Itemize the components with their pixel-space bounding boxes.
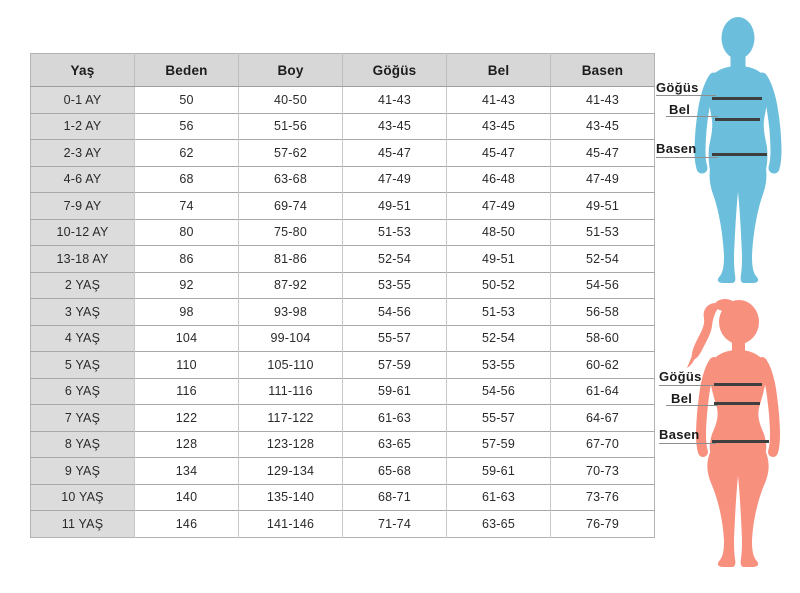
size-table xyxy=(30,53,655,538)
measurement-cell: 43-45 xyxy=(447,113,551,140)
measurement-cell: 60-62 xyxy=(551,352,655,379)
measurement-cell: 53-55 xyxy=(343,272,447,299)
boy-legs xyxy=(710,164,767,283)
table-row xyxy=(31,299,655,326)
measurement-cell: 49-51 xyxy=(551,193,655,220)
measurement-cell: 67-70 xyxy=(551,431,655,458)
boy-head xyxy=(722,17,755,59)
measurement-cell: 80 xyxy=(135,219,239,246)
measurement-cell: 128 xyxy=(135,431,239,458)
measurement-cell: 73-76 xyxy=(551,484,655,511)
girl-chest-label: Göğüs xyxy=(659,369,702,384)
age-cell: 1-2 AY xyxy=(31,113,135,140)
age-cell: 13-18 AY xyxy=(31,246,135,273)
table-row xyxy=(31,405,655,432)
measurement-cell: 47-49 xyxy=(447,193,551,220)
measurement-cell: 54-56 xyxy=(447,378,551,405)
table-row xyxy=(31,246,655,273)
column-header: Bel xyxy=(447,54,551,87)
measurement-cell: 54-56 xyxy=(551,272,655,299)
measurement-cell: 47-49 xyxy=(343,166,447,193)
measurement-cell: 74 xyxy=(135,193,239,220)
measurement-cell: 41-43 xyxy=(343,87,447,114)
measurement-cell: 93-98 xyxy=(239,299,343,326)
measurement-cell: 69-74 xyxy=(239,193,343,220)
measurement-cell: 40-50 xyxy=(239,87,343,114)
measurement-cell: 41-43 xyxy=(551,87,655,114)
measurement-cell: 57-62 xyxy=(239,140,343,167)
age-cell: 0-1 AY xyxy=(31,87,135,114)
boy-hip-leader-line xyxy=(656,157,718,158)
column-header: Boy xyxy=(239,54,343,87)
measurement-cell: 86 xyxy=(135,246,239,273)
measurement-cell: 50 xyxy=(135,87,239,114)
girl-legs xyxy=(707,448,768,567)
measurement-cell: 63-68 xyxy=(239,166,343,193)
table-row xyxy=(31,87,655,114)
table-row xyxy=(31,140,655,167)
girl-hip-measure-bar xyxy=(712,440,769,443)
measurement-cell: 49-51 xyxy=(343,193,447,220)
age-cell: 6 YAŞ xyxy=(31,378,135,405)
measurement-cell: 57-59 xyxy=(343,352,447,379)
measurement-cell: 49-51 xyxy=(447,246,551,273)
measurement-cell: 81-86 xyxy=(239,246,343,273)
girl-hip-label: Basen xyxy=(659,427,700,442)
age-cell: 2-3 AY xyxy=(31,140,135,167)
measurement-cell: 45-47 xyxy=(551,140,655,167)
girl-chest-measure-bar xyxy=(714,383,762,386)
girl-hair-bun xyxy=(715,299,735,311)
boy-chest-leader-line xyxy=(656,95,716,96)
measurement-cell: 56 xyxy=(135,113,239,140)
column-header: Beden xyxy=(135,54,239,87)
age-cell: 5 YAŞ xyxy=(31,352,135,379)
measurement-cell: 135-140 xyxy=(239,484,343,511)
measurement-cell: 51-53 xyxy=(447,299,551,326)
measurement-cell: 98 xyxy=(135,299,239,326)
boy-waist-measure-bar xyxy=(715,118,760,121)
table-row xyxy=(31,193,655,220)
measurement-cell: 61-63 xyxy=(447,484,551,511)
measurement-cell: 52-54 xyxy=(447,325,551,352)
measurement-cell: 55-57 xyxy=(447,405,551,432)
measurement-cell: 54-56 xyxy=(343,299,447,326)
age-cell: 4 YAŞ xyxy=(31,325,135,352)
measurement-cell: 41-43 xyxy=(447,87,551,114)
measurement-cell: 117-122 xyxy=(239,405,343,432)
age-cell: 8 YAŞ xyxy=(31,431,135,458)
measurement-cell: 65-68 xyxy=(343,458,447,485)
measurement-cell: 110 xyxy=(135,352,239,379)
table-row xyxy=(31,272,655,299)
measurement-cell: 51-53 xyxy=(343,219,447,246)
measurement-cell: 123-128 xyxy=(239,431,343,458)
column-header: Basen xyxy=(551,54,655,87)
measurement-cell: 75-80 xyxy=(239,219,343,246)
measurement-cell: 61-64 xyxy=(551,378,655,405)
column-header: Göğüs xyxy=(343,54,447,87)
measurement-cell: 61-63 xyxy=(343,405,447,432)
table-row xyxy=(31,458,655,485)
age-cell: 4-6 AY xyxy=(31,166,135,193)
measurement-cell: 99-104 xyxy=(239,325,343,352)
measurement-cell: 116 xyxy=(135,378,239,405)
measurement-cell: 59-61 xyxy=(343,378,447,405)
girl-waist-measure-bar xyxy=(714,402,760,405)
age-cell: 9 YAŞ xyxy=(31,458,135,485)
measurement-cell: 71-74 xyxy=(343,511,447,538)
measurement-cell: 45-47 xyxy=(343,140,447,167)
age-cell: 7-9 AY xyxy=(31,193,135,220)
measurement-cell: 50-52 xyxy=(447,272,551,299)
measurement-cell: 48-50 xyxy=(447,219,551,246)
measurement-cell: 58-60 xyxy=(551,325,655,352)
table-row xyxy=(31,113,655,140)
age-cell: 11 YAŞ xyxy=(31,511,135,538)
boy-waist-label: Bel xyxy=(669,102,691,117)
measurement-cell: 104 xyxy=(135,325,239,352)
measurement-cell: 52-54 xyxy=(343,246,447,273)
girl-waist-label: Bel xyxy=(671,391,693,406)
measurement-cell: 62 xyxy=(135,140,239,167)
table-row xyxy=(31,511,655,538)
measurement-cell: 46-48 xyxy=(447,166,551,193)
boy-chest-label: Göğüs xyxy=(656,80,699,95)
age-cell: 10 YAŞ xyxy=(31,484,135,511)
measurement-cell: 141-146 xyxy=(239,511,343,538)
measurement-cell: 51-56 xyxy=(239,113,343,140)
measurement-cell: 129-134 xyxy=(239,458,343,485)
measurement-cell: 64-67 xyxy=(551,405,655,432)
boy-hip-label: Basen xyxy=(656,141,697,156)
measurement-cell: 105-110 xyxy=(239,352,343,379)
measurement-cell: 53-55 xyxy=(447,352,551,379)
table-row xyxy=(31,166,655,193)
table-row xyxy=(31,219,655,246)
column-header: Yaş xyxy=(31,54,135,87)
table-row xyxy=(31,325,655,352)
measurement-cell: 146 xyxy=(135,511,239,538)
age-cell: 3 YAŞ xyxy=(31,299,135,326)
size-table-body xyxy=(31,87,655,538)
measurement-cell: 140 xyxy=(135,484,239,511)
measurement-cell: 59-61 xyxy=(447,458,551,485)
measurement-cell: 52-54 xyxy=(551,246,655,273)
boy-chest-measure-bar xyxy=(712,97,762,100)
measurement-cell: 70-73 xyxy=(551,458,655,485)
measurement-cell: 87-92 xyxy=(239,272,343,299)
measurement-cell: 55-57 xyxy=(343,325,447,352)
measurement-cell: 63-65 xyxy=(343,431,447,458)
girl-hip-leader-line xyxy=(659,443,716,444)
measurement-cell: 43-45 xyxy=(343,113,447,140)
measurement-cell: 56-58 xyxy=(551,299,655,326)
measurement-cell: 57-59 xyxy=(447,431,551,458)
measurement-cell: 111-116 xyxy=(239,378,343,405)
table-row xyxy=(31,484,655,511)
age-cell: 7 YAŞ xyxy=(31,405,135,432)
measurement-cell: 68-71 xyxy=(343,484,447,511)
measurement-cell: 47-49 xyxy=(551,166,655,193)
girl-chest-leader-line xyxy=(659,385,718,386)
boy-body-shapes xyxy=(708,17,767,283)
measurement-cell: 76-79 xyxy=(551,511,655,538)
measurement-cell: 51-53 xyxy=(551,219,655,246)
table-row xyxy=(31,378,655,405)
measurement-cell: 134 xyxy=(135,458,239,485)
age-cell: 2 YAŞ xyxy=(31,272,135,299)
age-cell: 10-12 AY xyxy=(31,219,135,246)
measurement-cell: 122 xyxy=(135,405,239,432)
size-table-head-row xyxy=(31,54,655,87)
measurement-cell: 92 xyxy=(135,272,239,299)
measurement-cell: 43-45 xyxy=(551,113,655,140)
table-row xyxy=(31,352,655,379)
boy-hip-measure-bar xyxy=(712,153,767,156)
table-row xyxy=(31,431,655,458)
measurement-cell: 63-65 xyxy=(447,511,551,538)
measurement-cell: 68 xyxy=(135,166,239,193)
measurement-cell: 45-47 xyxy=(447,140,551,167)
